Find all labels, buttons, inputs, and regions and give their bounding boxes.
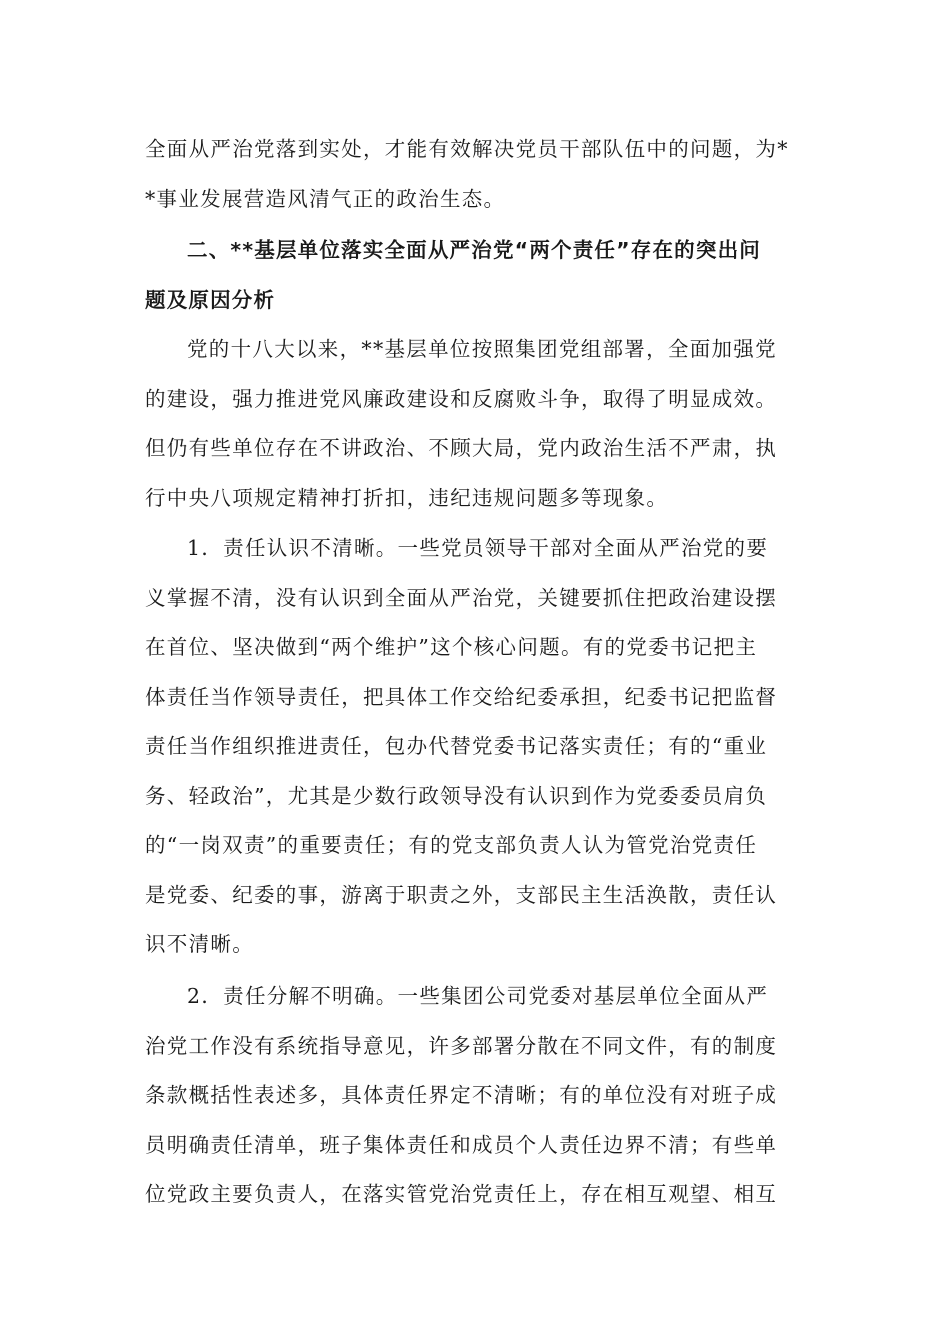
text-line: 党的十八大以来，**基层单位按照集团党组部署，全面加强党 (187, 337, 777, 361)
text-line: 体责任当作领导责任，把具体工作交给纪委承担，纪委书记把监督 (145, 684, 778, 709)
heading-line: 二、**基层单位落实全面从严治党“两个责任”存在的突出问 (187, 238, 761, 262)
text-line: 员明确责任清单，班子集体责任和成员个人责任边界不清；有些单 (145, 1132, 778, 1157)
paragraph-intro (145, 325, 809, 523)
text-line: 的建设，强力推进党风廉政建设和反腐败斗争，取得了明显成效。 (145, 386, 778, 411)
text-line: 的“一岗双责”的重要责任；有的党支部负责人认为管党治党责任 (145, 833, 758, 857)
text-line: 是党委、纪委的事，游离于职责之外，支部民主生活涣散，责任认 (145, 882, 778, 907)
paragraph-item-1 (145, 524, 809, 970)
paragraph-item-2 (145, 972, 809, 1220)
paragraph-continuation (145, 125, 809, 224)
text-line: 全面从严治党落到实处，才能有效解决党员干部队伍中的问题，为* (145, 137, 789, 161)
text-line: 责任当作组织推进责任，包办代替党委书记落实责任；有的“重业 (145, 734, 768, 758)
text-line: 务、轻政治”，尤其是少数行政领导没有认识到作为党委委员肩负 (145, 783, 768, 808)
text-line: 2．责任分解不明确。一些集团公司党委对基层单位全面从严 (187, 984, 769, 1008)
text-line: 条款概括性表述多，具体责任界定不清晰；有的单位没有对班子成 (145, 1083, 778, 1107)
text-line: *事业发展营造风清气正的政治生态。 (145, 186, 506, 211)
text-line: 在首位、坚决做到“两个维护”这个核心问题。有的党委书记把主 (145, 635, 758, 659)
text-line: 位党政主要负责人，在落实管党治党责任上，存在相互观望、相互 (145, 1182, 778, 1206)
text-line: 义掌握不清，没有认识到全面从严治党，关键要抓住把政治建设摆 (145, 585, 778, 610)
text-line: 行中央八项规定精神打折扣，违纪违规问题多等现象。 (145, 485, 669, 510)
section-heading (145, 226, 809, 325)
text-line: 治党工作没有系统指导意见，许多部署分散在不同文件，有的制度 (145, 1033, 778, 1058)
text-line: 识不清晰。 (145, 932, 254, 956)
heading-line: 题及原因分析 (145, 287, 276, 312)
text-line: 但仍有些单位存在不讲政治、不顾大局，党内政治生活不严肃，执 (145, 436, 778, 460)
text-line: 1．责任认识不清晰。一些党员领导干部对全面从严治党的要 (187, 536, 769, 560)
